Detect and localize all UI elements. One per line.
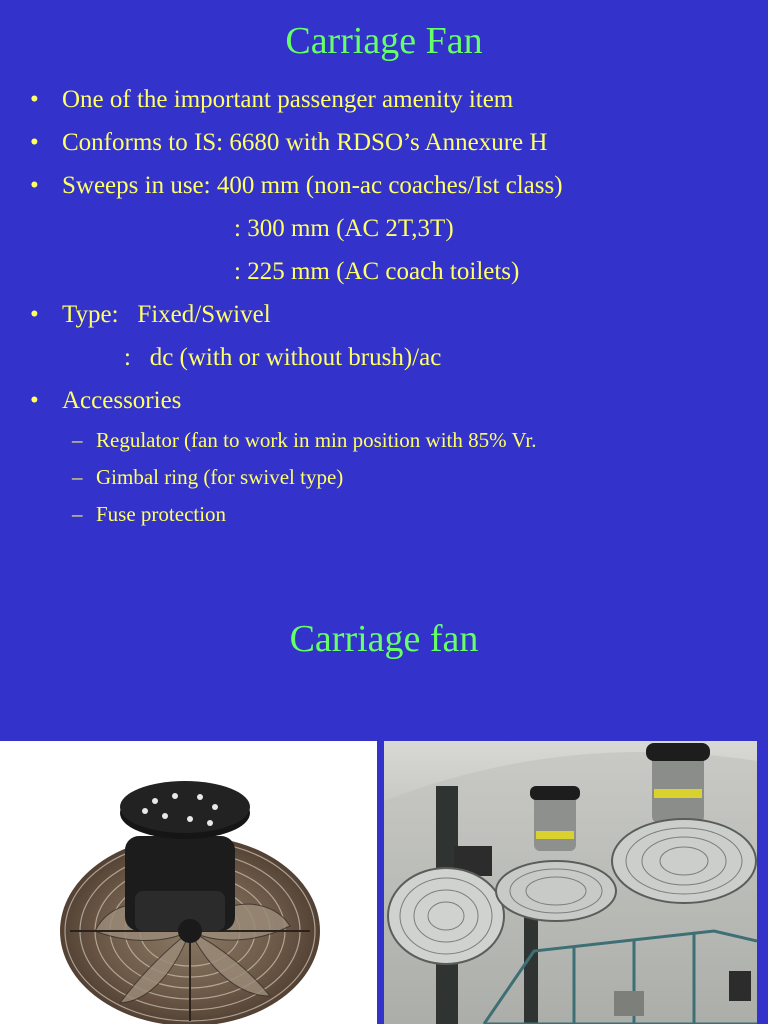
bullet-marker: •: [30, 387, 39, 414]
bullet-marker: •: [30, 172, 39, 199]
bullet-item: Accessories: [62, 387, 182, 414]
dash-marker: –: [72, 428, 83, 452]
fan-product-photo: [0, 741, 377, 1024]
bullet-item: Sweeps in use: 400 mm (non-ac coaches/Ist class): [62, 172, 563, 199]
sub-item: Regulator (fan to work in min position with 85% Vr.: [96, 428, 537, 452]
bullet-marker: •: [30, 86, 39, 113]
dash-marker: –: [72, 465, 83, 489]
sub-item: Fuse protection: [96, 502, 227, 526]
bullet-marker: •: [30, 129, 39, 156]
coach-ceiling-fans-photo: [384, 741, 757, 1024]
slide-title: Carriage fan: [289, 618, 479, 660]
bullet-item: Conforms to IS: 6680 with RDSO’s Annexure H: [62, 129, 548, 156]
slide-title: Carriage Fan: [285, 20, 483, 62]
fan-product-illustration: [0, 741, 377, 1024]
dash-marker: –: [72, 502, 83, 526]
bullet-marker: •: [30, 301, 39, 328]
sub-item: Gimbal ring (for swivel type): [96, 465, 344, 489]
sweep-continuation: : 300 mm (AC 2T,3T): [234, 215, 454, 242]
sweep-continuation: : 225 mm (AC coach toilets): [234, 258, 520, 285]
type-continuation: : dc (with or without brush)/ac: [124, 344, 442, 371]
ceiling-fans-illustration: [384, 741, 757, 1024]
bullet-item: One of the important passenger amenity item: [62, 86, 514, 113]
bullet-item: Type: Fixed/Swivel: [62, 301, 271, 328]
